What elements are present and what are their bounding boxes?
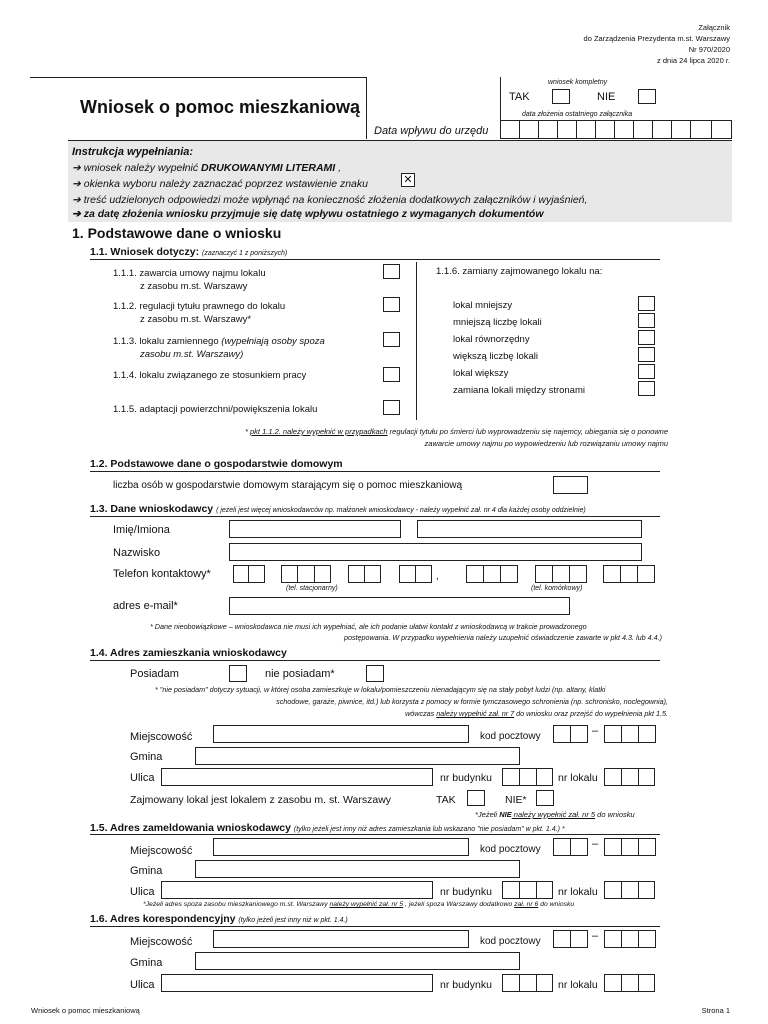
instruction-line: ➔ za datę złożenia wniosku przyjmuje się datę wpływu ostatniego z wymaganych dokumentów: [72, 208, 544, 220]
no-address-checkbox[interactable]: [366, 665, 384, 682]
section-1-3-title: 1.3. Dane wnioskodawcy ( jeżeli jest więcej wnioskodawców np. małżonek wnioskodawcy - należy wypełnić zał. nr 4 dla każdej osoby oddzielnie): [90, 503, 586, 515]
no-address-label: nie posiadam*: [265, 668, 335, 680]
street-input[interactable]: [161, 768, 433, 786]
phone-mobile-cells[interactable]: [535, 565, 587, 583]
building-label: nr budynku: [440, 886, 492, 898]
last-annex-label: data złożenia ostatniego załącznika: [522, 111, 633, 118]
instruction-line: ➔ wniosek należy wypełnić DRUKOWANYMI LITERAMI ,: [72, 162, 342, 174]
option-label: 1.1.2. regulacji tytułu prawnego do lokalu: [113, 301, 286, 312]
instruction-line: ➔ treść udzielonych odpowiedzi może wpłynąć na konieczność złożenia dodatkowych załączników i wyjaśnień,: [72, 194, 588, 206]
instructions-heading: Instrukcja wypełniania:: [72, 146, 194, 158]
city-label: Miejscowość: [130, 845, 193, 857]
street-label: Ulica: [130, 772, 155, 784]
option-label: 1.1.3. lokalu zamiennego (wypełniają osoby spoza: [113, 336, 325, 347]
annex-line: Nr 970/2020: [688, 45, 730, 54]
footnote: *Jeżeli NIE należy wypełnić zał. nr 5 do wniosku: [475, 810, 635, 819]
phone-mobile-cells[interactable]: [603, 565, 655, 583]
section-title: 1. Podstawowe dane o wniosku: [72, 225, 282, 241]
phone-landline-cells[interactable]: [233, 565, 265, 583]
postal-code-cells[interactable]: [604, 838, 656, 856]
exchange-option-checkbox[interactable]: [638, 296, 655, 311]
postal-dash: –: [592, 838, 599, 850]
exchange-option-label: większą liczbę lokali: [453, 351, 539, 362]
landline-note: (tel. stacjonarny): [286, 585, 338, 592]
occupied-no-checkbox[interactable]: [536, 790, 554, 806]
flat-cells[interactable]: [604, 974, 655, 992]
surname-input[interactable]: [229, 543, 642, 561]
first-name-label: Imię/Imiona: [113, 524, 170, 536]
section-1-6-title: 1.6. Adres korespondencyjny (tylko jeżeli jest inny niż w pkt. 1.4.): [90, 913, 348, 925]
exchange-option-checkbox[interactable]: [638, 364, 655, 379]
commune-input[interactable]: [195, 952, 520, 970]
postal-label: kod pocztowy: [480, 844, 541, 855]
flat-cells[interactable]: [604, 881, 655, 899]
exchange-option-checkbox[interactable]: [638, 381, 655, 396]
footnote: * "nie posiadam" dotyczy sytuacji, w której osoba zamieszkuje w lokalu/pomieszczeniu nienadającym się na stały pobyt ludzi (np. altany, klatki: [155, 685, 606, 694]
annex-line: do Zarządzenia Prezydenta m.st. Warszawy: [583, 34, 730, 43]
section-1-2-title: 1.2. Podstawowe dane o gospodarstwie domowym: [90, 458, 343, 470]
exchange-option-label: lokal większy: [453, 368, 509, 379]
has-address-checkbox[interactable]: [229, 665, 247, 682]
annex-line: Załącznik: [698, 23, 730, 32]
section-1-4-title: 1.4. Adres zamieszkania wnioskodawcy: [90, 647, 287, 659]
option-1-1-5-checkbox[interactable]: [383, 400, 400, 415]
footer-title: Wniosek o pomoc mieszkaniową: [31, 1006, 140, 1015]
phone-mobile-cells[interactable]: [466, 565, 518, 583]
street-label: Ulica: [130, 979, 155, 991]
section-1-5-title: 1.5. Adres zameldowania wnioskodawcy (tylko jeżeli jest inny niż adres zamieszkania lub wskazano "nie posiadam" w pkt. 1.4.) *: [90, 822, 565, 834]
postal-label: kod pocztowy: [480, 936, 541, 947]
complete-yes-checkbox[interactable]: [552, 89, 570, 104]
mobile-note: (tel. komórkowy): [531, 585, 583, 592]
option-1-1-4-checkbox[interactable]: [383, 367, 400, 382]
city-label: Miejscowość: [130, 936, 193, 948]
phone-label: Telefon kontaktowy*: [113, 568, 211, 580]
complete-no-checkbox[interactable]: [638, 89, 656, 104]
building-cells[interactable]: [502, 881, 553, 899]
flat-label: nr lokalu: [558, 886, 598, 898]
exchange-option-label: lokal mniejszy: [453, 300, 513, 311]
flat-label: nr lokalu: [558, 979, 598, 991]
x-mark-icon: ✕: [401, 173, 415, 187]
arrow-icon: ➔: [72, 162, 81, 174]
exchange-option-checkbox[interactable]: [638, 313, 655, 328]
commune-label: Gmina: [130, 865, 163, 877]
second-name-input[interactable]: [417, 520, 642, 538]
exchange-option-label: lokal równorzędny: [453, 334, 530, 345]
postal-code-cells[interactable]: [604, 725, 656, 743]
page-number: Strona 1: [701, 1006, 730, 1015]
household-count-input[interactable]: [553, 476, 588, 494]
city-label: Miejscowość: [130, 731, 193, 743]
option-label: 1.1.1. zawarcia umowy najmu lokalu: [113, 268, 266, 279]
phone-landline-cells[interactable]: [281, 565, 331, 583]
commune-label: Gmina: [130, 751, 163, 763]
email-label: adres e-mail*: [113, 600, 178, 612]
separator: ,: [436, 571, 439, 582]
occupied-yes-checkbox[interactable]: [467, 790, 485, 806]
nie-label: NIE*: [505, 794, 527, 806]
has-address-label: Posiadam: [130, 668, 179, 680]
household-count-label: liczba osób w gospodarstwie domowym starającym się o pomoc mieszkaniową: [113, 480, 463, 491]
complete-label: wniosek kompletny: [548, 79, 608, 86]
option-label: 1.1.6. zamiany zajmowanego lokalu na:: [436, 266, 603, 277]
tak-label: TAK: [509, 91, 530, 103]
postal-dash: –: [592, 725, 599, 737]
postal-code-cells[interactable]: [604, 930, 656, 948]
footnote: *Jeżeli adres spoza zasobu mieszkaniowego m.st. Warszawy należy wypełnić zał. nr 5 , jeżeli spoza Warszawy dodatkowo zał. nr 6 do wniosku: [143, 901, 575, 908]
exchange-option-checkbox[interactable]: [638, 347, 655, 362]
nie-label: NIE: [597, 91, 616, 103]
commune-label: Gmina: [130, 957, 163, 969]
commune-input[interactable]: [195, 747, 520, 765]
exchange-option-checkbox[interactable]: [638, 330, 655, 345]
option-label: 1.1.5. adaptacji powierzchni/powiększenia lokalu: [113, 404, 318, 415]
footnote: wówczas należy wypełnić zał. nr 7 do wniosku oraz przejść do wypełnienia pkt 1.5.: [405, 709, 668, 718]
street-label: Ulica: [130, 886, 155, 898]
footnote: postępowania. W przypadku wypełnienia należy uzupełnić oświadczenie zawarte w pkt 4.3. lub 4.4.): [343, 633, 662, 642]
first-name-input[interactable]: [229, 520, 401, 538]
building-cells[interactable]: [502, 768, 553, 786]
option-1-1-1-checkbox[interactable]: [383, 264, 400, 279]
flat-label: nr lokalu: [558, 772, 598, 784]
arrow-icon: ➔: [72, 194, 81, 206]
street-input[interactable]: [161, 881, 433, 899]
city-input[interactable]: [213, 838, 469, 856]
annex-line: z dnia 24 lipca 2020 r.: [657, 56, 730, 65]
exchange-option-label: mniejszą liczbę lokali: [453, 317, 542, 328]
exchange-option-label: zamiana lokali między stronami: [453, 385, 585, 396]
option-label: z zasobu m.st. Warszawy: [140, 281, 248, 292]
date-received-label: Data wpływu do urzędu: [374, 125, 489, 137]
option-label: zasobu m.st. Warszawy): [140, 349, 244, 360]
building-label: nr budynku: [440, 979, 492, 991]
option-label: z zasobu m.st. Warszawy*: [140, 314, 252, 325]
email-input[interactable]: [229, 597, 570, 615]
footnote: * Dane nieobowiązkowe – wnioskodawca nie musi ich wypełniać, ale ich podanie ułatwi kontakt z wnioskodawcą w trakcie prowadzonego: [150, 622, 587, 631]
date-cells[interactable]: [500, 120, 732, 139]
street-input[interactable]: [161, 974, 433, 992]
city-input[interactable]: [213, 930, 469, 948]
surname-label: Nazwisko: [113, 547, 161, 559]
page-title: Wniosek o pomoc mieszkaniową: [80, 97, 361, 117]
divider: [30, 77, 366, 78]
section-1-1-title: 1.1. Wniosek dotyczy: (zaznaczyć 1 z poniższych): [90, 246, 288, 258]
arrow-icon: ➔: [72, 208, 81, 220]
tak-label: TAK: [436, 794, 456, 806]
flat-cells[interactable]: [604, 768, 655, 786]
divider: [366, 77, 367, 139]
occupied-label: Zajmowany lokal jest lokalem z zasobu m. st. Warszawy: [130, 794, 392, 806]
commune-input[interactable]: [195, 860, 520, 878]
option-1-1-3-checkbox[interactable]: [383, 332, 400, 347]
postal-dash: –: [592, 930, 599, 942]
option-label: 1.1.4. lokalu związanego ze stosunkiem pracy: [113, 370, 307, 381]
building-cells[interactable]: [502, 974, 553, 992]
footnote: * pkt 1.1.2. należy wypełnić w przypadkach regulacji tytułu po śmierci lub wyprowadzeniu się najemcy, ubiegania się o ponowne: [244, 427, 668, 436]
arrow-icon: ➔: [72, 178, 81, 190]
footnote: schodowe, garaże, piwnice, itd.) lub korzysta z pomocy w formie tymczasowego schronienia (np. schronisko, noclegownia),: [276, 697, 668, 706]
building-label: nr budynku: [440, 772, 492, 784]
postal-label: kod pocztowy: [480, 731, 541, 742]
city-input[interactable]: [213, 725, 469, 743]
option-1-1-2-checkbox[interactable]: [383, 297, 400, 312]
footnote: zawarcie umowy najmu po wypowiedzeniu lub rozwiązaniu umowy najmu: [424, 439, 668, 448]
instruction-line: ➔ okienka wyboru należy zaznaczać poprzez wstawienie znaku: [72, 178, 368, 190]
annex-note: [584, 22, 730, 66]
